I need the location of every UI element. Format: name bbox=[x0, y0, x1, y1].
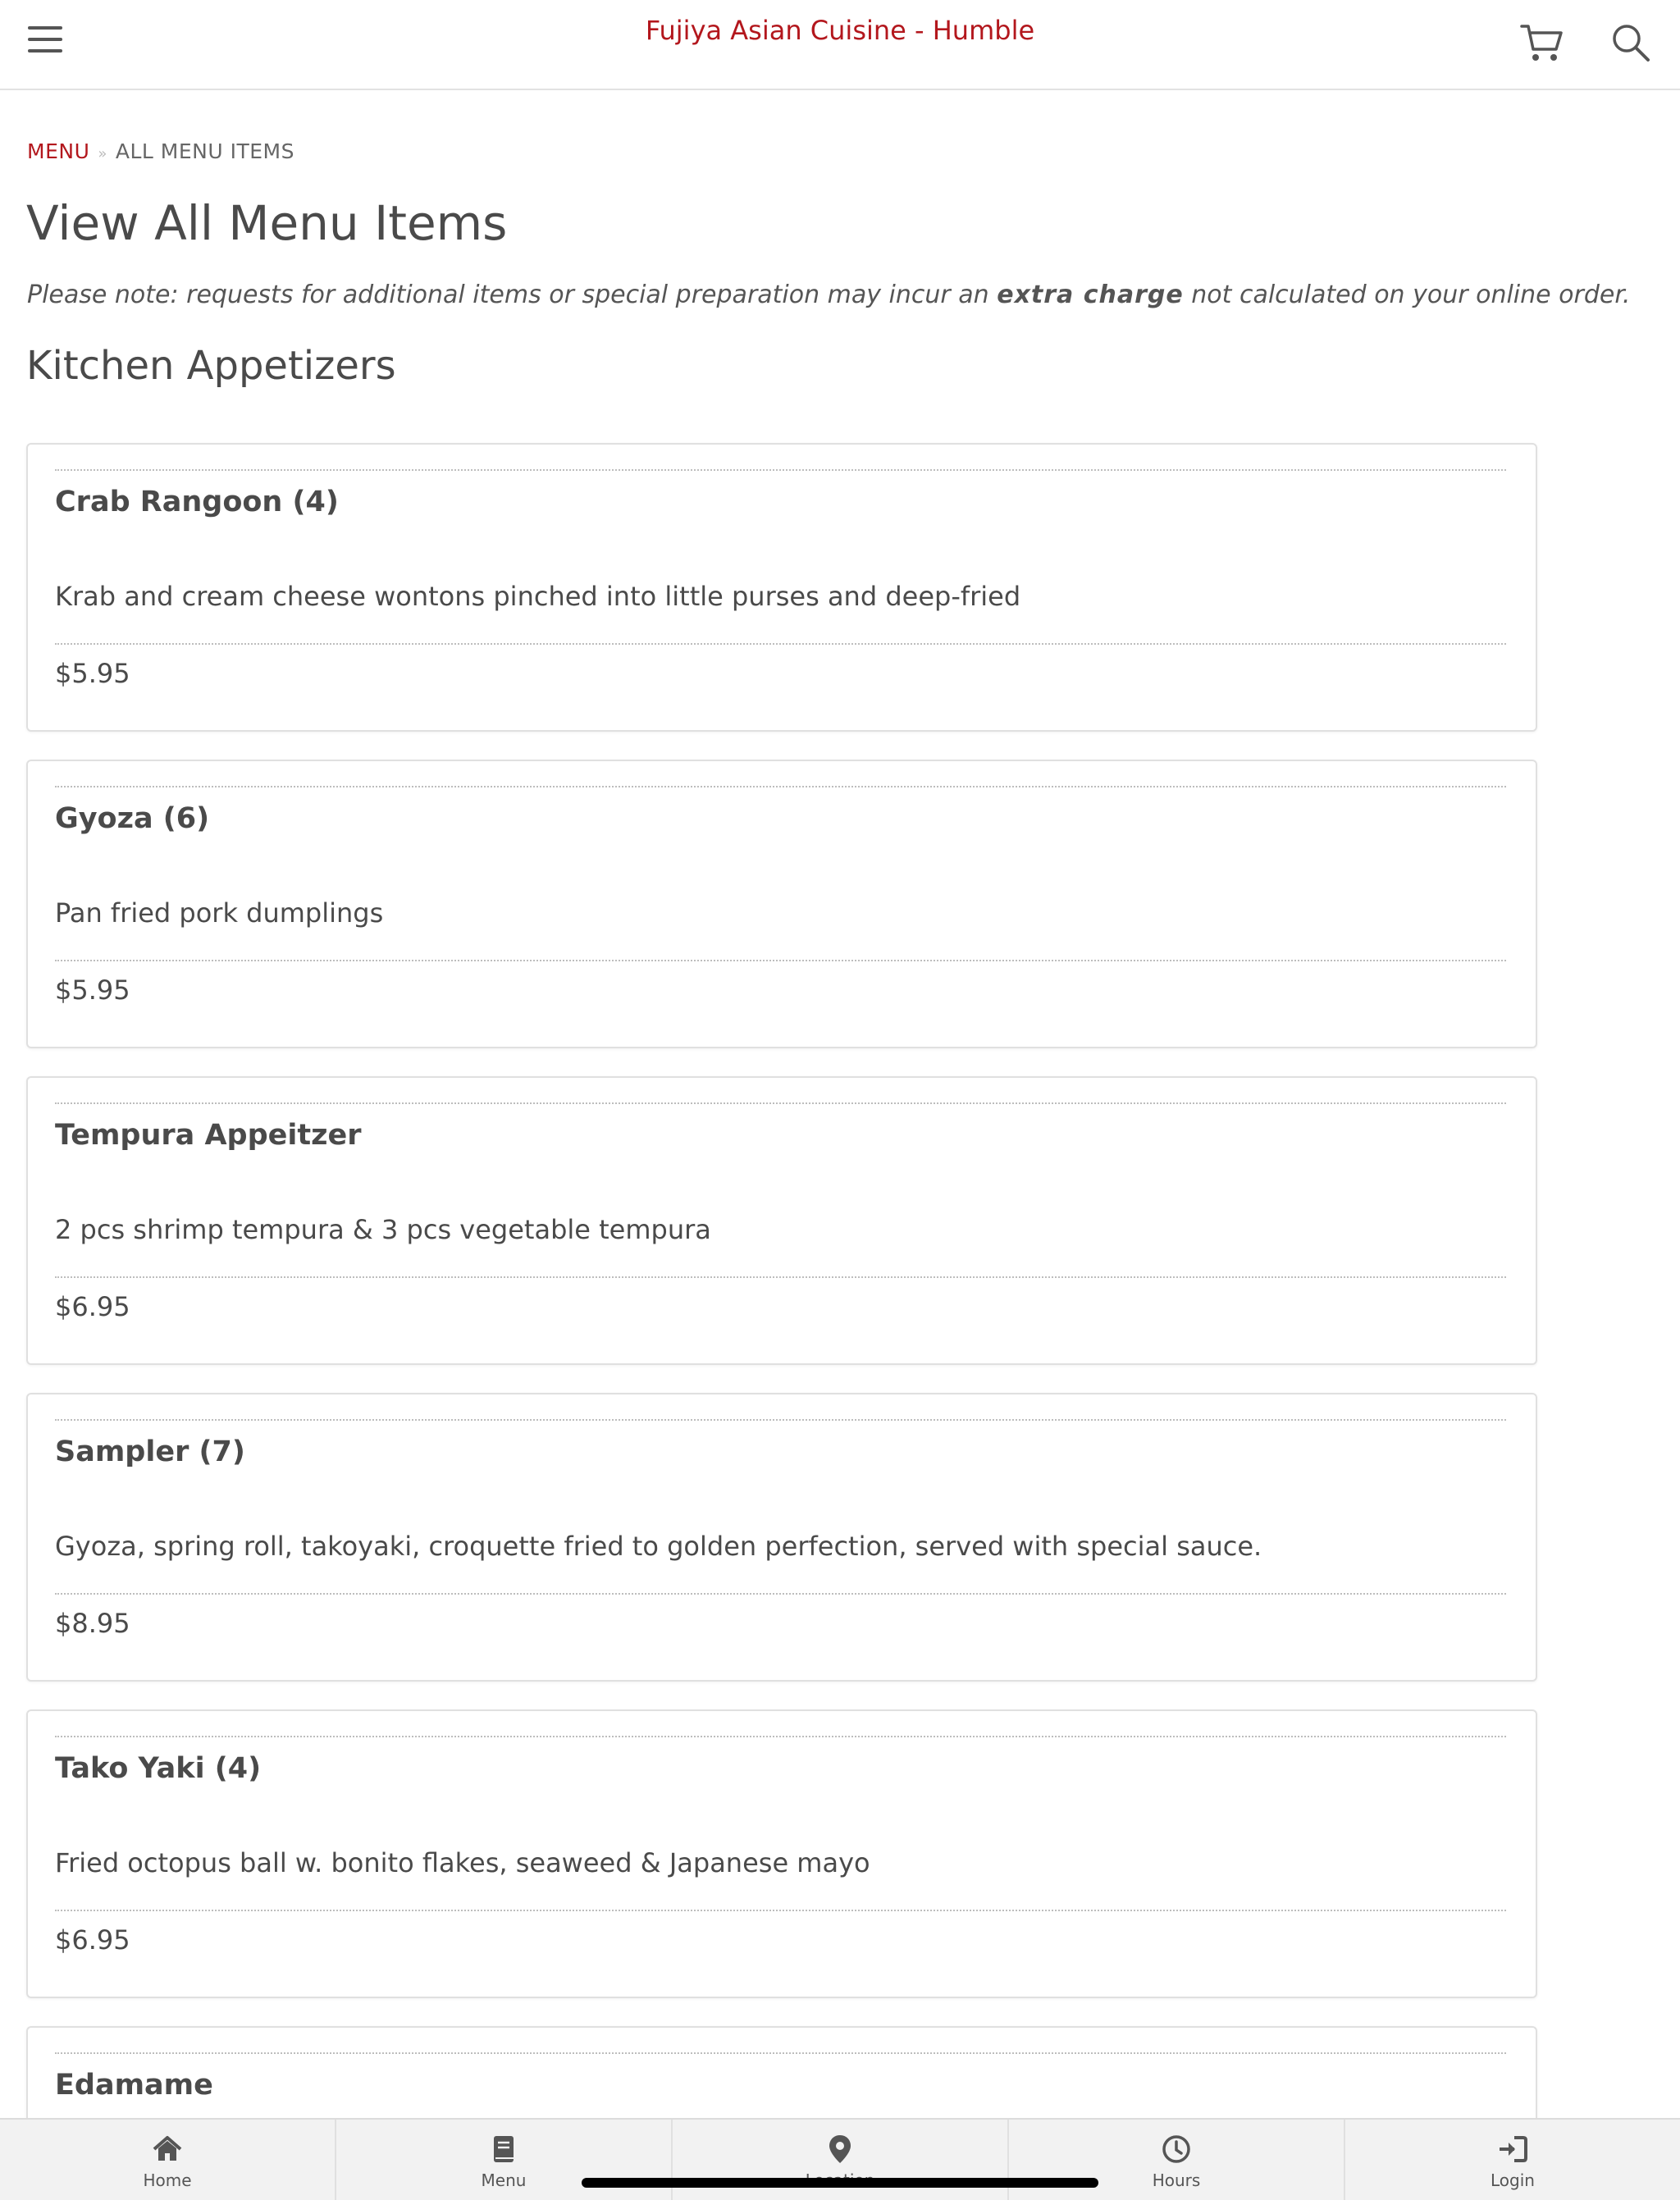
menu-item-name[interactable]: Tempura Appeitzer bbox=[55, 1119, 362, 1152]
menu-item-name[interactable]: Crab Rangoon (4) bbox=[55, 486, 339, 518]
breadcrumb-menu-link[interactable]: MENU bbox=[27, 139, 90, 163]
menu-item-description: Krab and cream cheese wontons pinched into little purses and deep-fried bbox=[55, 581, 1021, 612]
nav-menu[interactable] bbox=[336, 2120, 673, 2200]
divider bbox=[55, 1102, 1506, 1104]
nav-hours-label: Hours bbox=[1152, 2170, 1201, 2190]
login-icon bbox=[1496, 2133, 1529, 2166]
menu-item-name[interactable]: Tako Yaki (4) bbox=[55, 1752, 262, 1785]
divider bbox=[55, 1593, 1506, 1595]
extra-charge-note bbox=[27, 281, 1630, 309]
menu-item-price: $5.95 bbox=[55, 658, 130, 689]
note-emphasis: extra charge bbox=[997, 281, 1184, 309]
menu-book-icon bbox=[487, 2133, 520, 2166]
nav-menu-label: Menu bbox=[481, 2170, 527, 2190]
nav-home-label: Home bbox=[143, 2170, 192, 2190]
divider bbox=[55, 1419, 1506, 1421]
menu-item-card[interactable] bbox=[26, 1709, 1537, 1998]
nav-location[interactable] bbox=[673, 2120, 1009, 2200]
search-icon[interactable] bbox=[1609, 21, 1652, 64]
breadcrumb-current: ALL MENU ITEMS bbox=[115, 139, 294, 163]
menu-item-description: Fried octopus ball w. bonito flakes, seaweed & Japanese mayo bbox=[55, 1847, 870, 1878]
divider bbox=[55, 1910, 1506, 1911]
nav-login[interactable] bbox=[1345, 2120, 1680, 2200]
divider bbox=[55, 2052, 1506, 2054]
menu-item-price: $6.95 bbox=[55, 1924, 130, 1956]
divider bbox=[55, 1736, 1506, 1737]
menu-item-price: $6.95 bbox=[55, 1291, 130, 1322]
divider bbox=[55, 469, 1506, 471]
menu-item-name[interactable]: Gyoza (6) bbox=[55, 802, 210, 835]
home-icon bbox=[151, 2133, 184, 2166]
divider bbox=[55, 1276, 1506, 1278]
clock-icon bbox=[1160, 2133, 1193, 2166]
nav-hours[interactable] bbox=[1009, 2120, 1345, 2200]
menu-item-description: 2 pcs shrimp tempura & 3 pcs vegetable tempura bbox=[55, 1214, 711, 1245]
top-header-bar bbox=[0, 0, 1680, 90]
note-text-after: not calculated on your online order. bbox=[1183, 281, 1631, 309]
home-indicator bbox=[582, 2178, 1098, 2188]
page-title: View All Menu Items bbox=[26, 195, 508, 251]
menu-item-name[interactable]: Sampler (7) bbox=[55, 1435, 245, 1468]
menu-item-card[interactable] bbox=[26, 760, 1537, 1048]
menu-item-card[interactable] bbox=[26, 1393, 1537, 1682]
nav-home[interactable] bbox=[0, 2120, 336, 2200]
menu-item-card[interactable] bbox=[26, 1076, 1537, 1365]
restaurant-title[interactable]: Fujiya Asian Cuisine - Humble bbox=[645, 15, 1035, 46]
menu-item-description: Pan fried pork dumplings bbox=[55, 897, 384, 929]
menu-item-name[interactable]: Edamame bbox=[55, 2069, 213, 2102]
menu-item-description: Gyoza, spring roll, takoyaki, croquette fried to golden perfection, served with special sauce. bbox=[55, 1531, 1262, 1562]
divider bbox=[55, 960, 1506, 961]
divider bbox=[55, 643, 1506, 645]
menu-item-price: $8.95 bbox=[55, 1608, 130, 1639]
note-text-before: Please note: requests for additional items or special preparation may incur an bbox=[27, 281, 998, 309]
section-title: Kitchen Appetizers bbox=[26, 343, 396, 389]
menu-item-price: $5.95 bbox=[55, 974, 130, 1006]
bottom-navigation bbox=[0, 2118, 1680, 2200]
divider bbox=[55, 786, 1506, 787]
cart-icon[interactable] bbox=[1519, 21, 1565, 64]
breadcrumb bbox=[27, 139, 294, 163]
nav-login-label: Login bbox=[1491, 2170, 1535, 2190]
breadcrumb-separator: » bbox=[98, 145, 107, 162]
location-pin-icon bbox=[824, 2133, 856, 2166]
menu-item-card[interactable] bbox=[26, 443, 1537, 732]
